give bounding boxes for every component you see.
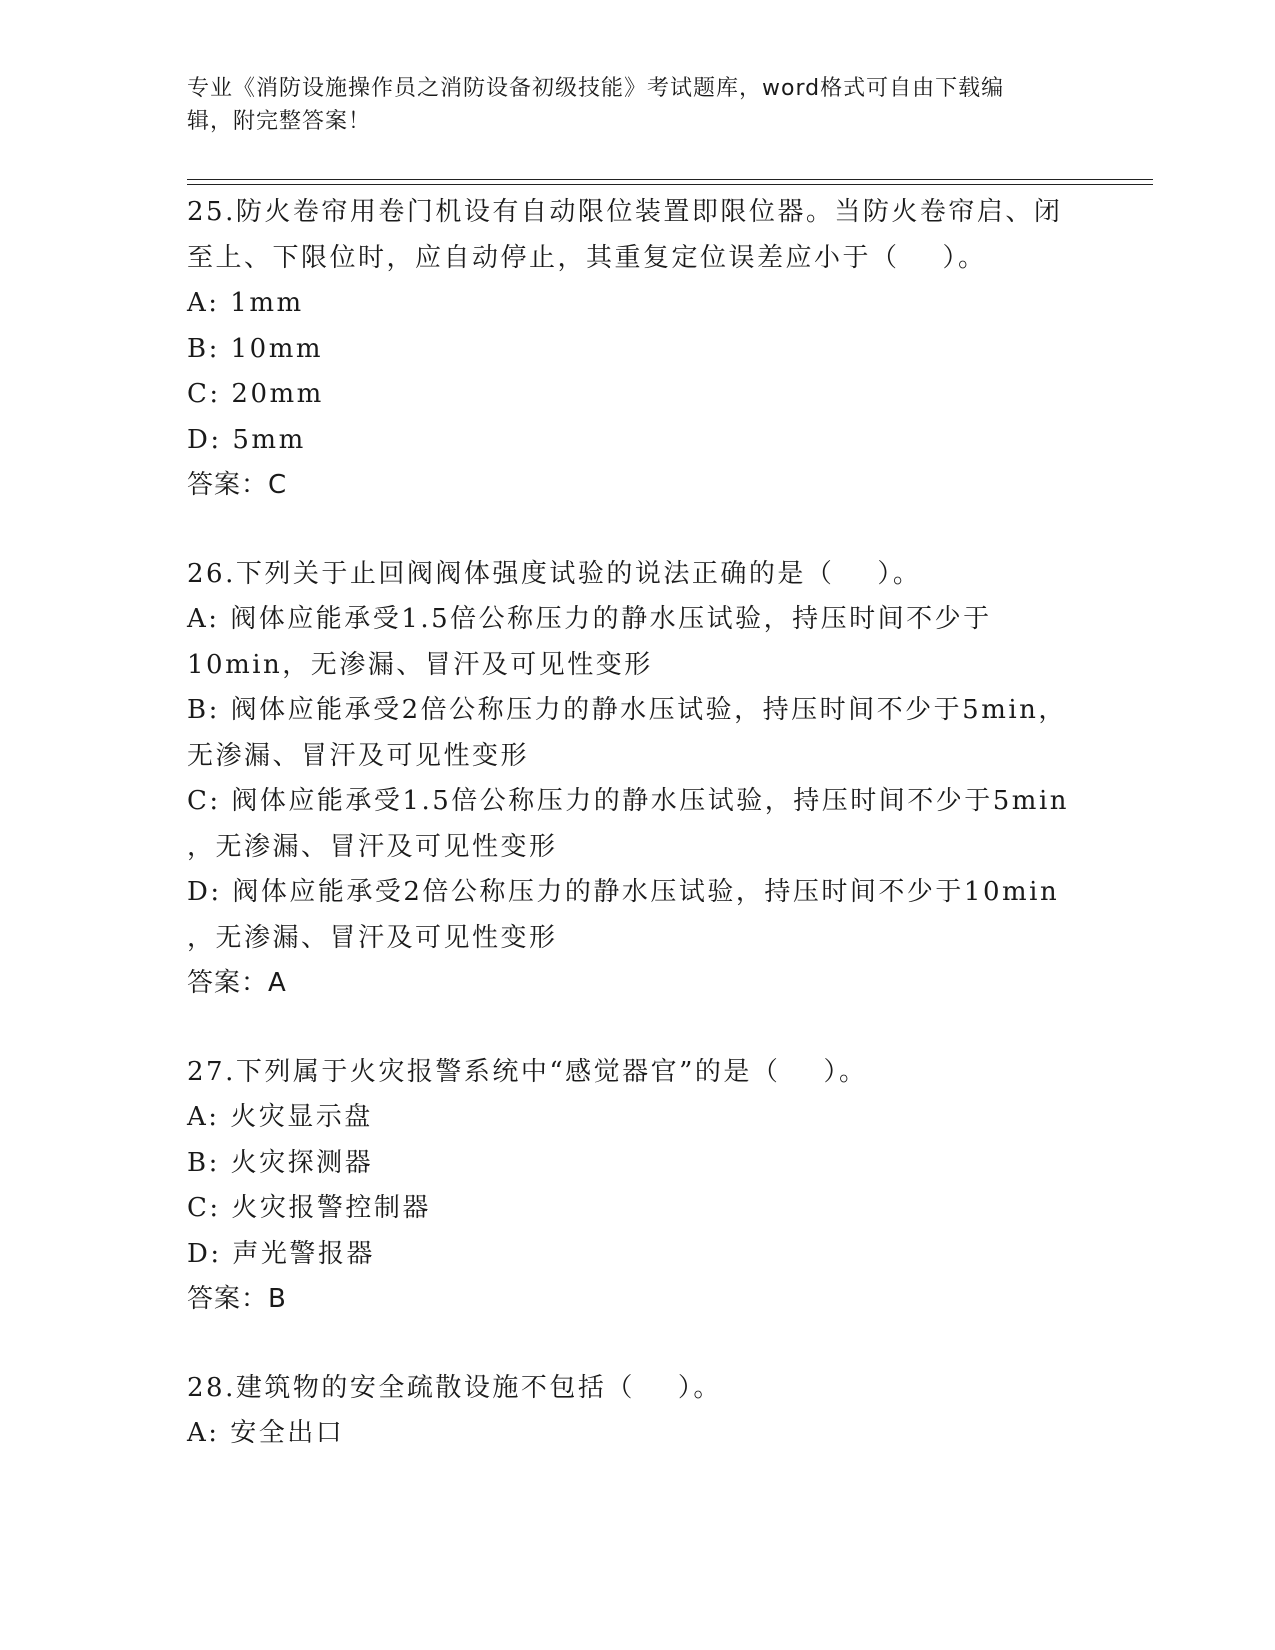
option-d: D: 5mm: [187, 424, 306, 455]
header-line-1: 专业《消防设施操作员之消防设备初级技能》考试题库，word格式可自由下载编: [187, 76, 1005, 101]
option-b: B: 阀体应能承受2倍公称压力的静水压试验，持压时间不少于5min，: [187, 695, 1067, 725]
question-stem-line: 28.建筑物的安全疏散设施不包括（ ）。: [187, 1372, 722, 1403]
question-stem-line: 26.下列关于止回阀阀体强度试验的说法正确的是（ ）。: [187, 558, 922, 589]
option-a: A: 1mm: [187, 288, 304, 318]
question-stem-line: 25.防火卷帘用卷门机设有自动限位装置即限位器。当防火卷帘启、闭: [187, 197, 1063, 227]
answer-key: 答案：A: [187, 968, 287, 998]
option-c: C: 火灾报警控制器: [187, 1193, 431, 1223]
option-a-continued: 10min，无渗漏、冒汗及可见性变形: [187, 649, 653, 680]
answer-key: 答案：C: [187, 470, 288, 500]
question-26: [187, 552, 1087, 1007]
option-d: D: 声光警报器: [187, 1238, 375, 1269]
option-b: B: 火灾探测器: [187, 1147, 374, 1178]
option-c-continued: ，无渗漏、冒汗及可见性变形: [187, 831, 558, 862]
option-a: A: 阀体应能承受1.5倍公称压力的静水压试验，持压时间不少于: [187, 604, 992, 634]
option-a: A: 火灾显示盘: [187, 1102, 373, 1132]
question-25: [187, 190, 1087, 509]
question-28: [187, 1366, 1087, 1457]
option-d-continued: ，无渗漏、冒汗及可见性变形: [187, 922, 558, 953]
question-list: [187, 190, 1087, 1500]
header-line-2: 辑，附完整答案！: [187, 109, 372, 134]
option-d: D: 阀体应能承受2倍公称压力的静水压试验，持压时间不少于10min: [187, 877, 1060, 907]
option-c: C: 20mm: [187, 379, 324, 409]
option-b: B: 10mm: [187, 333, 324, 364]
answer-key: 答案：B: [187, 1284, 287, 1314]
header-divider-bottom: [187, 184, 1153, 185]
option-b-continued: 无渗漏、冒汗及可见性变形: [187, 740, 530, 771]
question-27: [187, 1050, 1087, 1323]
question-stem-line: 至上、下限位时，应自动停止，其重复定位误差应小于（ ）。: [187, 242, 987, 273]
document-header: [187, 72, 1067, 138]
option-a: A: 安全出口: [187, 1418, 345, 1448]
option-c: C: 阀体应能承受1.5倍公称压力的静水压试验，持压时间不少于5min: [187, 786, 1070, 816]
header-divider-top: [187, 179, 1153, 180]
question-stem-line: 27.下列属于火灾报警系统中“感觉器官”的是（ ）。: [187, 1056, 868, 1087]
